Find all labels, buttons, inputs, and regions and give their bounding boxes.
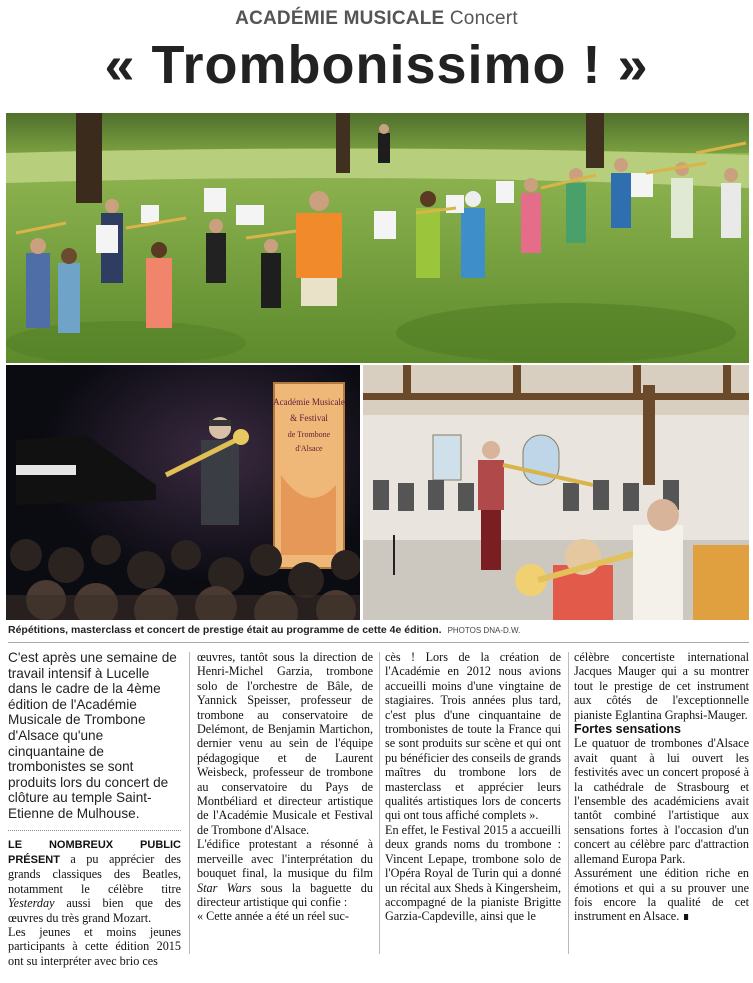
photo-masterclass-hall [363,365,749,620]
paragraph-text: L'édifice protestant a résonné à merveille avec l'interprétation du bouquet final, la musique du film [197,837,373,881]
article-headline: « Trombonissimo ! » [104,35,649,95]
poster-text-1: Académie Musicale [273,397,345,407]
paragraph-finale [197,837,373,909]
paragraph-quartet: Le quatuor de trombones d'Alsace avait quant à lui ouvert les festivités avec un concert proposé à la cathédrale de Strasbourg et l'ensemble des académiciens avait tantôt combiné l'artistique aux sensations fortes à l'occasion d'un concert au célèbre parc d'attraction allemand Europa Park. [574,736,749,866]
column-divider [379,652,380,954]
quote-start: « Cette année a été un réel suc- [197,909,349,924]
section-kicker [0,8,753,30]
paragraph-quote: cès ! Lors de la création de l'Académie en 2012 nous avions accueilli moins d'une vingtaine de stagiaires. Trois années plus tard, c'est plus d'une cinquantaine de trombonistes de toute la France qui se sont produits sur scène et qui ont pu bénéficier des conseils de grands maîtres du trombone lors de masterclass et apprécier leurs qualités artistiques lors de concerts qui ont tous affiché complets ». [385,650,561,823]
photo-outdoor-rehearsal [6,113,749,363]
article-lead: C'est après une semaine de travail intensif à Lucelle dans le cadre de la 4ème édition de l'Académie Musicale de Trombone d'Alsace qu'une cinquantaine de trombonistes se sont produits lors du concert de clôture au temple Saint-Etienne de Mulhouse. [8,650,177,821]
paragraph-festival: En effet, le Festival 2015 a accueilli deux grands noms du trombone : Vincent Lepape, trombone solo de l'Opéra Royal de Turin qui a donné un récital aux Sheds à Kingersheim, accompagné de la pianiste Brigitte Garzia-Capdeville, ainsi que le [385,822,561,924]
paragraph-text: sous la baguette du directeur artistique qui confie : [197,880,373,909]
song-title: Yesterday [8,896,55,911]
paragraph-participants: Les jeunes et moins jeunes participants à cette édition 2015 ont su interpréter avec brio ces [8,924,181,968]
photo-caption [8,624,748,636]
paragraph-festival-cont: célèbre concertiste international Jacques Mauger qui a su montrer tout le prestige de cet instrument aux côtés de l'exceptionnelle pianiste Eglantina Graphsi-Mauger. [574,650,749,722]
photo-concert-stage [6,365,360,620]
article-column-1 [8,650,181,983]
lead-separator [8,830,181,831]
poster-text-2: & Festival [290,413,328,423]
article-column-3 [385,650,561,924]
poster-text-3: de Trombone [287,430,331,439]
photo-credit: PHOTOS DNA-D.W. [447,626,521,635]
kicker-section: ACADÉMIE MUSICALE [235,8,445,29]
film-title: Star Wars [197,880,252,895]
paragraph-public [8,837,181,925]
poster-text-4: d'Alsace [295,444,323,453]
paragraph-text: a pu apprécier des grands classiques des Beatles, notamment le célèbre titre [8,851,181,896]
paragraph-participants-cont: œuvres, tantôt sous la direction de Henri-Michel Garzia, trombone solo de l'orchestre de Bâle, de Yannick Speisser, professeur de trombone au conservatoire de Delémont, de Benjamin Martichon, dernier venu au sein de l'équipe pédagogique et de Laurent Weisbeck, professeur de trombone au conservatoire du Pays de Montbéliard et directeur artistique de l'Académie Musicale et Festival de Trombone d'Alsace. [197,650,373,837]
paragraph-conclusion: Assurément une édition riche en émotions et qui a su prouver une fois encore la qualité de cet instrument en Alsace. ∎ [574,866,749,924]
kicker-category: Concert [444,8,518,29]
caption-text: Répétitions, masterclass et concert de prestige était au programme de cette 4e édition. [8,624,442,636]
article-column-4 [574,650,749,924]
runin-heading: LE NOMBREUX PUBLIC PRÉSENT [8,838,181,866]
column-divider [568,652,569,954]
subheading: Fortes sensations [574,722,681,737]
caption-rule [8,642,749,643]
paragraph-text: aussi bien que des œuvres du très grand Mozart. [8,896,181,925]
article-column-2 [197,650,373,924]
column-divider [189,652,190,954]
